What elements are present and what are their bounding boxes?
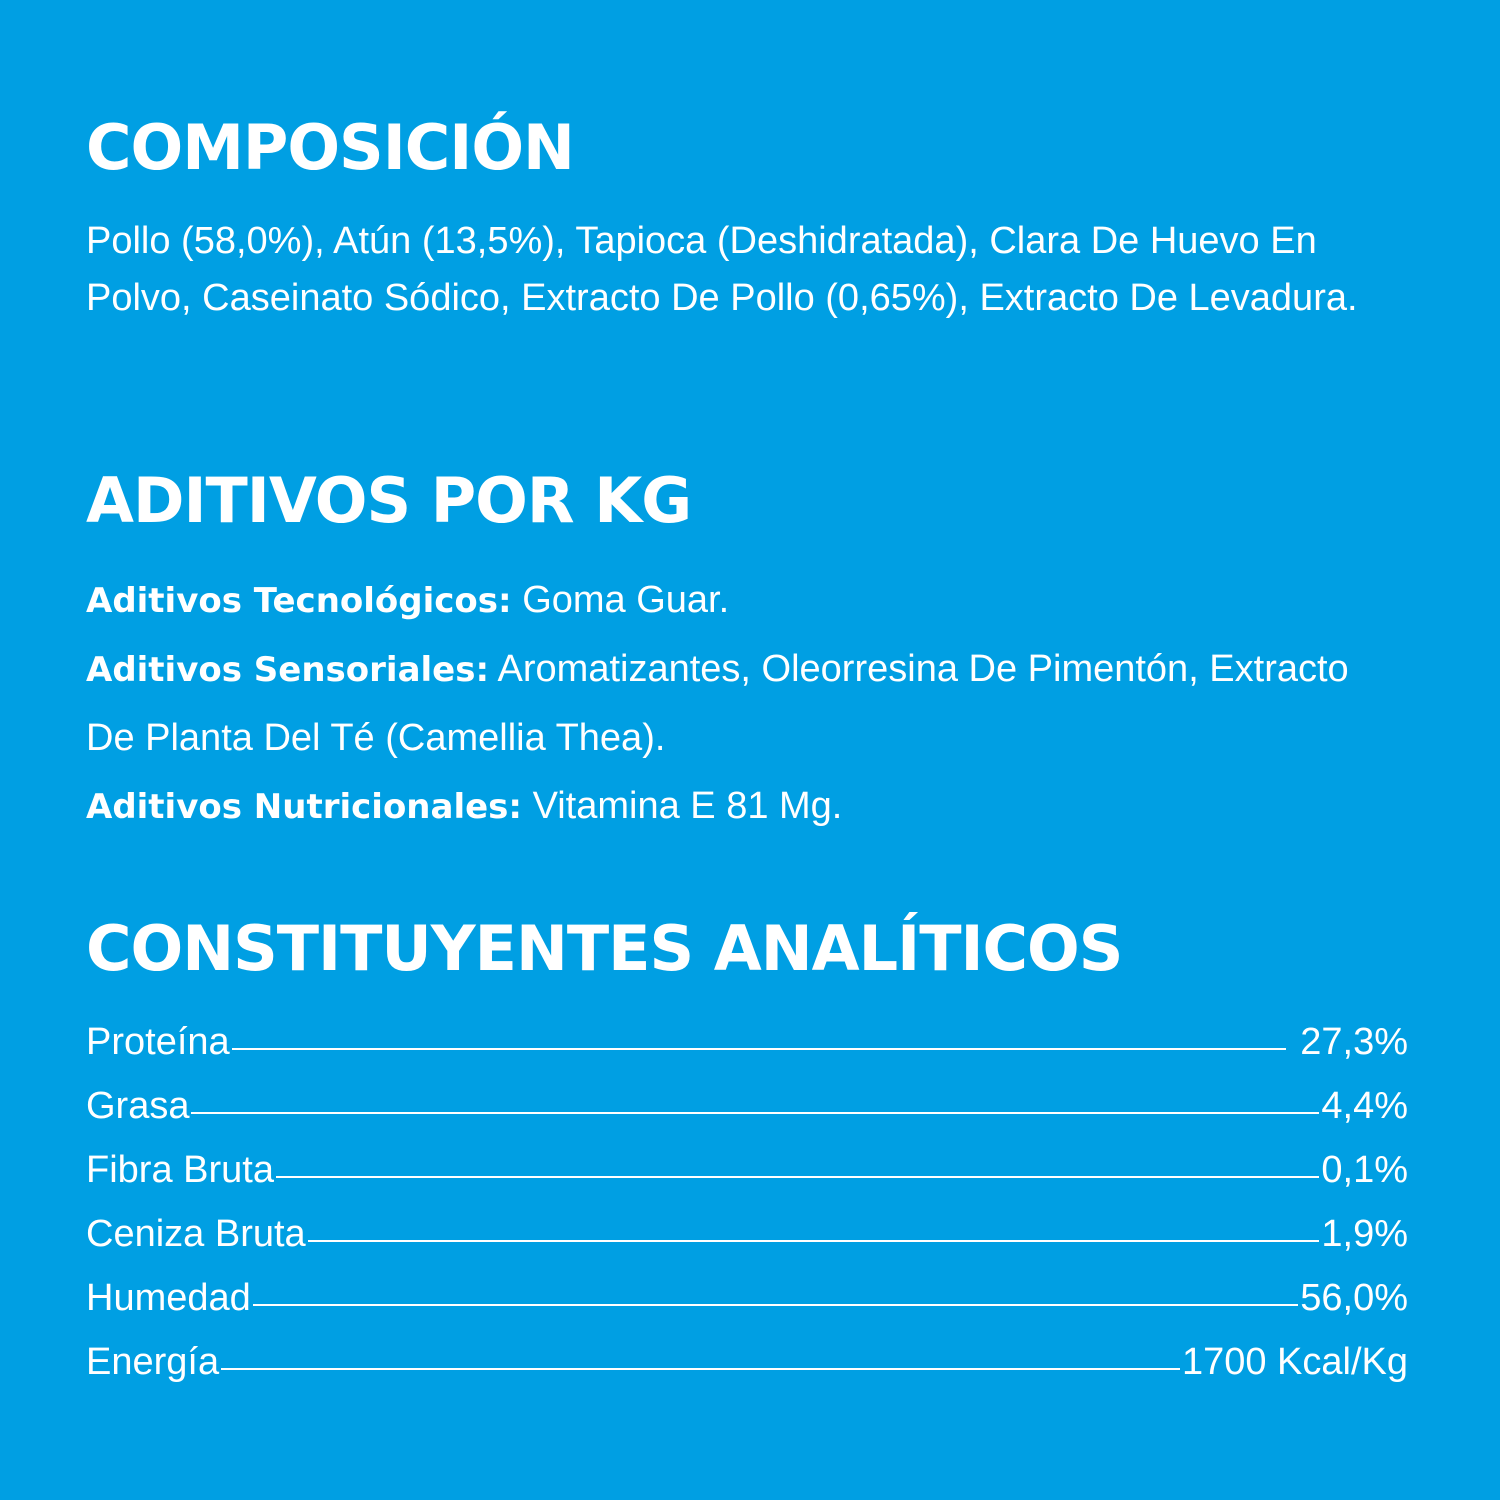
analytical-row bbox=[86, 1266, 1408, 1330]
additive-value: Aromatizantes, Oleorresina De Pimentón, Extracto De Planta Del Té (Camellia Thea). bbox=[86, 648, 1349, 759]
analytical-row bbox=[86, 1010, 1408, 1074]
analytical-name: Humedad bbox=[86, 1277, 251, 1319]
additive-item bbox=[86, 566, 1396, 635]
analytical-name: Ceniza Bruta bbox=[86, 1213, 306, 1255]
analytical-name: Proteína bbox=[86, 1021, 230, 1063]
analytical-table bbox=[86, 1010, 1408, 1394]
analytical-row bbox=[86, 1202, 1408, 1266]
leader-line bbox=[191, 1112, 1319, 1114]
leader-line bbox=[221, 1368, 1180, 1370]
leader-line bbox=[276, 1176, 1319, 1178]
analytical-row bbox=[86, 1330, 1408, 1394]
additive-value: Vitamina E 81 Mg. bbox=[532, 785, 843, 827]
analytical-name: Fibra Bruta bbox=[86, 1149, 274, 1191]
leader-line bbox=[308, 1240, 1320, 1242]
analytical-name: Grasa bbox=[86, 1085, 190, 1127]
analytical-heading: CONSTITUYENTES ANALÍTICOS bbox=[86, 912, 1123, 985]
composition-text: Pollo (58,0%), Atún (13,5%), Tapioca (Deshidratada), Clara De Huevo En Polvo, Caseinato Sódico, Extracto De Pollo (0,65%), Extracto De Levadura. bbox=[86, 220, 1358, 319]
analytical-value: 27,3% bbox=[1300, 1021, 1408, 1063]
analytical-value: 56,0% bbox=[1300, 1277, 1408, 1319]
additives-list bbox=[86, 566, 1396, 841]
leader-line bbox=[253, 1304, 1298, 1306]
additive-item bbox=[86, 635, 1396, 772]
analytical-value: 1700 Kcal/Kg bbox=[1181, 1341, 1408, 1383]
additive-label: Aditivos Tecnológicos: bbox=[86, 581, 512, 621]
analytical-name: Energía bbox=[86, 1341, 220, 1383]
additive-item bbox=[86, 772, 1396, 841]
additives-heading: ADITIVOS POR KG bbox=[86, 464, 692, 537]
analytical-row bbox=[86, 1138, 1408, 1202]
additive-label: Aditivos Nutricionales: bbox=[86, 787, 523, 827]
composition-heading: COMPOSICIÓN bbox=[86, 111, 574, 184]
analytical-row bbox=[86, 1074, 1408, 1138]
analytical-value: 4,4% bbox=[1321, 1085, 1408, 1127]
additive-label: Aditivos Sensoriales: bbox=[86, 650, 490, 690]
leader-line bbox=[232, 1048, 1287, 1050]
analytical-value: 1,9% bbox=[1321, 1213, 1408, 1255]
analytical-value: 0,1% bbox=[1321, 1149, 1408, 1191]
additive-value: Goma Guar. bbox=[522, 579, 730, 621]
